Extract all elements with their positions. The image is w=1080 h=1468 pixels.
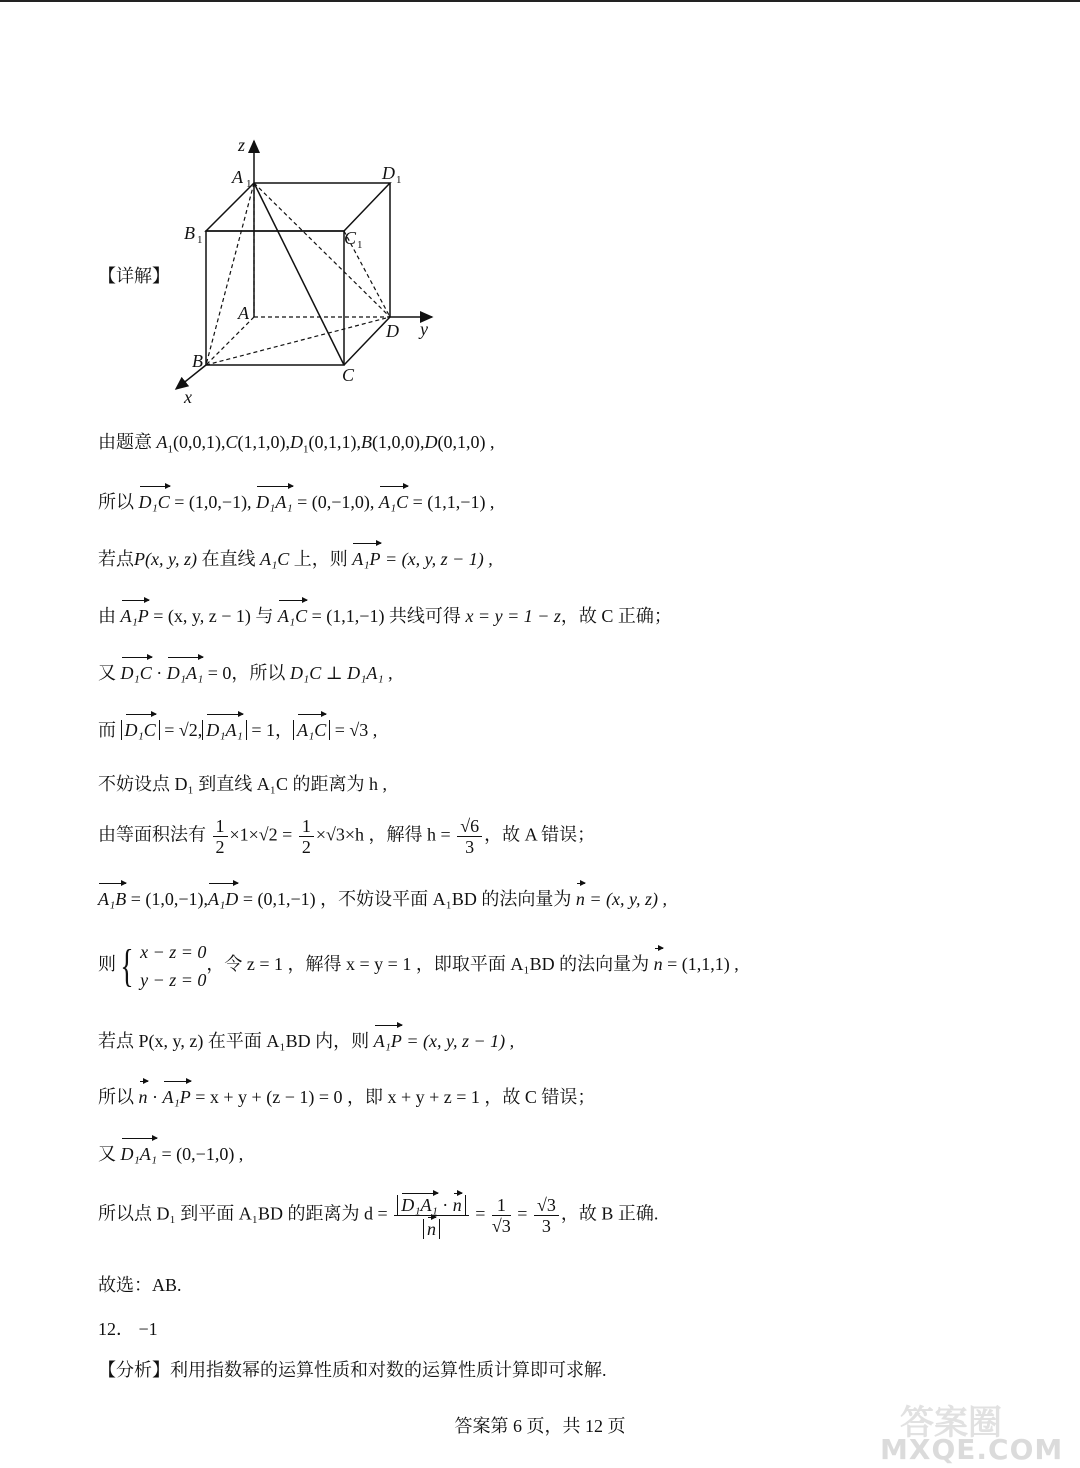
label-b: B: [192, 351, 203, 371]
line-distance: 所以点 D₁ 到平面 A₁BD 的距离为 d = $\frac{\text{D₁A₁ · n}}{n}$ = $\frac{1}{√3}$ = $\frac{√3}{3}$ ，故 B 正确.: [98, 1192, 658, 1239]
detail-label: 【详解】: [98, 266, 170, 286]
cube-diagram: [170, 135, 450, 410]
line-point-in-plane: 若点 P(x, y, z) 在平面 A₁BD 内，则 A₁P = (x, y, z − 1) ,: [98, 1024, 514, 1055]
top-rule: [0, 0, 1080, 2]
svg-text:1: 1: [396, 174, 402, 186]
label-a1: A: [232, 167, 243, 187]
line-system: 则{ x − z = 0 y − z = 0 ，令 z = 1 ，解得 x = y = 1 ，即取平面 A₁BD 的法向量为 n = (1,1,1) ,: [98, 940, 739, 991]
line-collinear: 由 A₁P = (x, y, z − 1) 与 A₁C = (1,1,−1) 共线可得 x = y = 1 − z，故 C 正确；: [98, 599, 672, 630]
line-analysis: 【分析】利用指数幂的运算性质和对数的运算性质计算即可求解.: [98, 1360, 607, 1380]
line-dot-product: 所以 n · A₁P = x + y + (z − 1) = 0 ，即 x + y + z = 1 ，故 C 错误；: [98, 1080, 595, 1111]
line-magnitudes: 而 D₁C = √2, D₁A₁ = 1， A₁C = √3 ,: [98, 713, 377, 744]
line-coordinates: 由题意 $A_1(0,0,1),C(1,1,0),D_1(0,1,1),B(1,0,0),D(0,1,0)$ ,: [98, 432, 495, 456]
label-y: y: [420, 319, 428, 339]
label-b1: B: [184, 223, 195, 243]
label-d1: D: [382, 163, 395, 183]
top-face: [206, 183, 390, 231]
line-answer: 故选：AB.: [98, 1275, 182, 1295]
label-x: x: [184, 387, 192, 407]
front-face: [206, 231, 344, 365]
page-footer: 答案第 6 页，共 12 页: [454, 1416, 626, 1436]
line-point-on-line: 若点P(x, y, z) 在直线 A₁C 上，则 A₁P = (x, y, z − 1) ,: [98, 542, 493, 573]
cube-figure: [170, 135, 450, 410]
line-d1a1: 又 D₁A₁ = (0,−1,0) ,: [98, 1137, 243, 1168]
line-perpendicular: 又 D₁C · D₁A₁ = 0，所以 D₁C ⊥ D₁A₁ ,: [98, 656, 393, 687]
label-c: C: [342, 365, 355, 385]
label-c1: C: [344, 228, 357, 248]
line-q12: 12． −1: [98, 1319, 158, 1339]
watermark-logo: 答案圈 MXQE.COM: [880, 1403, 1064, 1466]
line-normal-setup: A₁B = (1,0,−1),A₁D = (0,1,−1) ，不妨设平面 A₁BD 的法向量为 n = (x, y, z) ,: [98, 882, 667, 913]
line-vectors: 所以 D₁C = (1,0,−1), D₁A₁ = (0,−1,0), A₁C = (1,1,−1) ,: [98, 485, 494, 516]
line-assume-h: 不妨设点 D₁ 到直线 A₁C 的距离为 h ,: [98, 774, 388, 794]
analysis-label: 【分析】: [98, 1360, 170, 1380]
svg-text:1: 1: [246, 178, 252, 190]
svg-text:1: 1: [357, 239, 363, 251]
label-a: A: [238, 303, 249, 323]
svg-text:1: 1: [197, 234, 203, 246]
label-d: D: [386, 321, 399, 341]
label-z: z: [238, 135, 246, 155]
line-equal-area: 由等面积法有 $\frac{1}{2}$ ×1×√2 = $\frac{1}{2}$ ×√3×h ，解得 h = $\frac{√6}{3}$ ，故 A 错误；: [98, 816, 596, 857]
